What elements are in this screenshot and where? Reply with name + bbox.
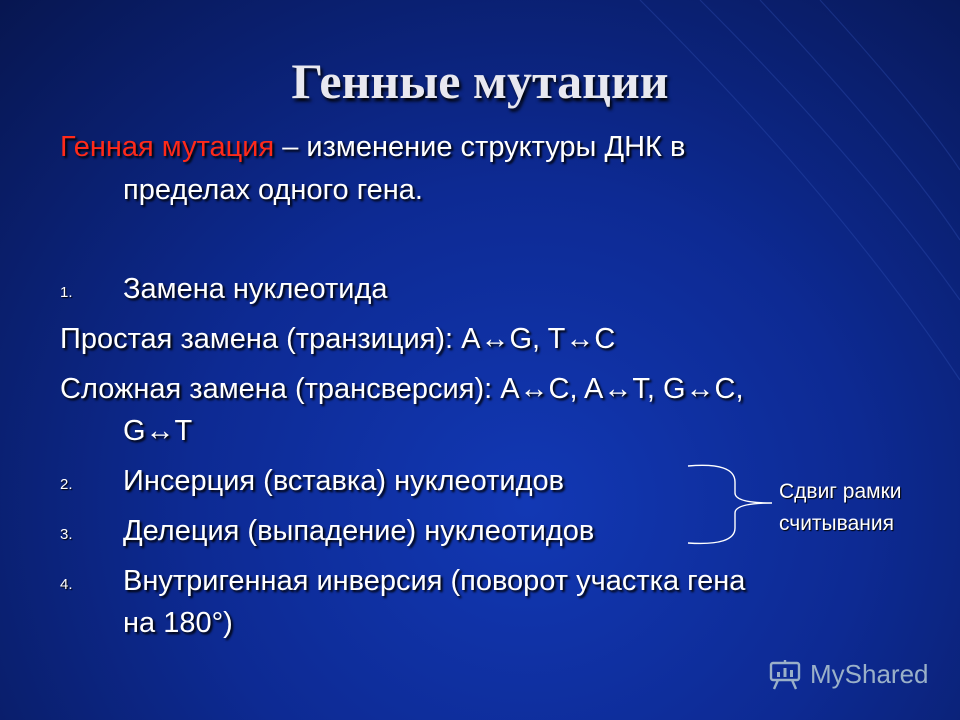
- definition-text: – изменение структуры ДНК в: [274, 131, 686, 163]
- list-number: 3.: [60, 526, 73, 543]
- definition-term: Генная мутация: [60, 131, 275, 163]
- definition-line-1: [60, 128, 685, 166]
- projector-icon: [768, 657, 802, 691]
- list-number: 4.: [60, 576, 73, 593]
- complex-substitution-line-1: Сложная замена (трансверсия): A↔C, A↔T, G↔C,: [60, 373, 744, 405]
- list-item-substitution: Замена нуклеотида: [123, 273, 388, 305]
- complex-substitution-line-2: G↔T: [123, 415, 193, 447]
- list-item-insertion: Инсерция (вставка) нуклеотидов: [123, 465, 565, 497]
- list-item-inversion-line-2: на 180°): [123, 607, 233, 639]
- list-number: 1.: [60, 284, 73, 301]
- watermark-text: MyShared: [810, 658, 929, 689]
- definition-line-2: пределах одного гена.: [123, 174, 423, 206]
- side-note: [779, 476, 902, 540]
- list-item-deletion: Делеция (выпадение) нуклеотидов: [123, 515, 595, 547]
- list-item-inversion-line-1: Внутригенная инверсия (поворот участка гена: [123, 565, 746, 597]
- simple-substitution: Простая замена (транзиция): A↔G, T↔C: [60, 323, 616, 355]
- watermark: [768, 656, 929, 692]
- side-note-line-1: Сдвиг рамки: [779, 480, 902, 503]
- side-note-line-2: считывания: [779, 512, 894, 535]
- slide-title: Генные мутации: [291, 53, 669, 109]
- list-number: 2.: [60, 476, 73, 493]
